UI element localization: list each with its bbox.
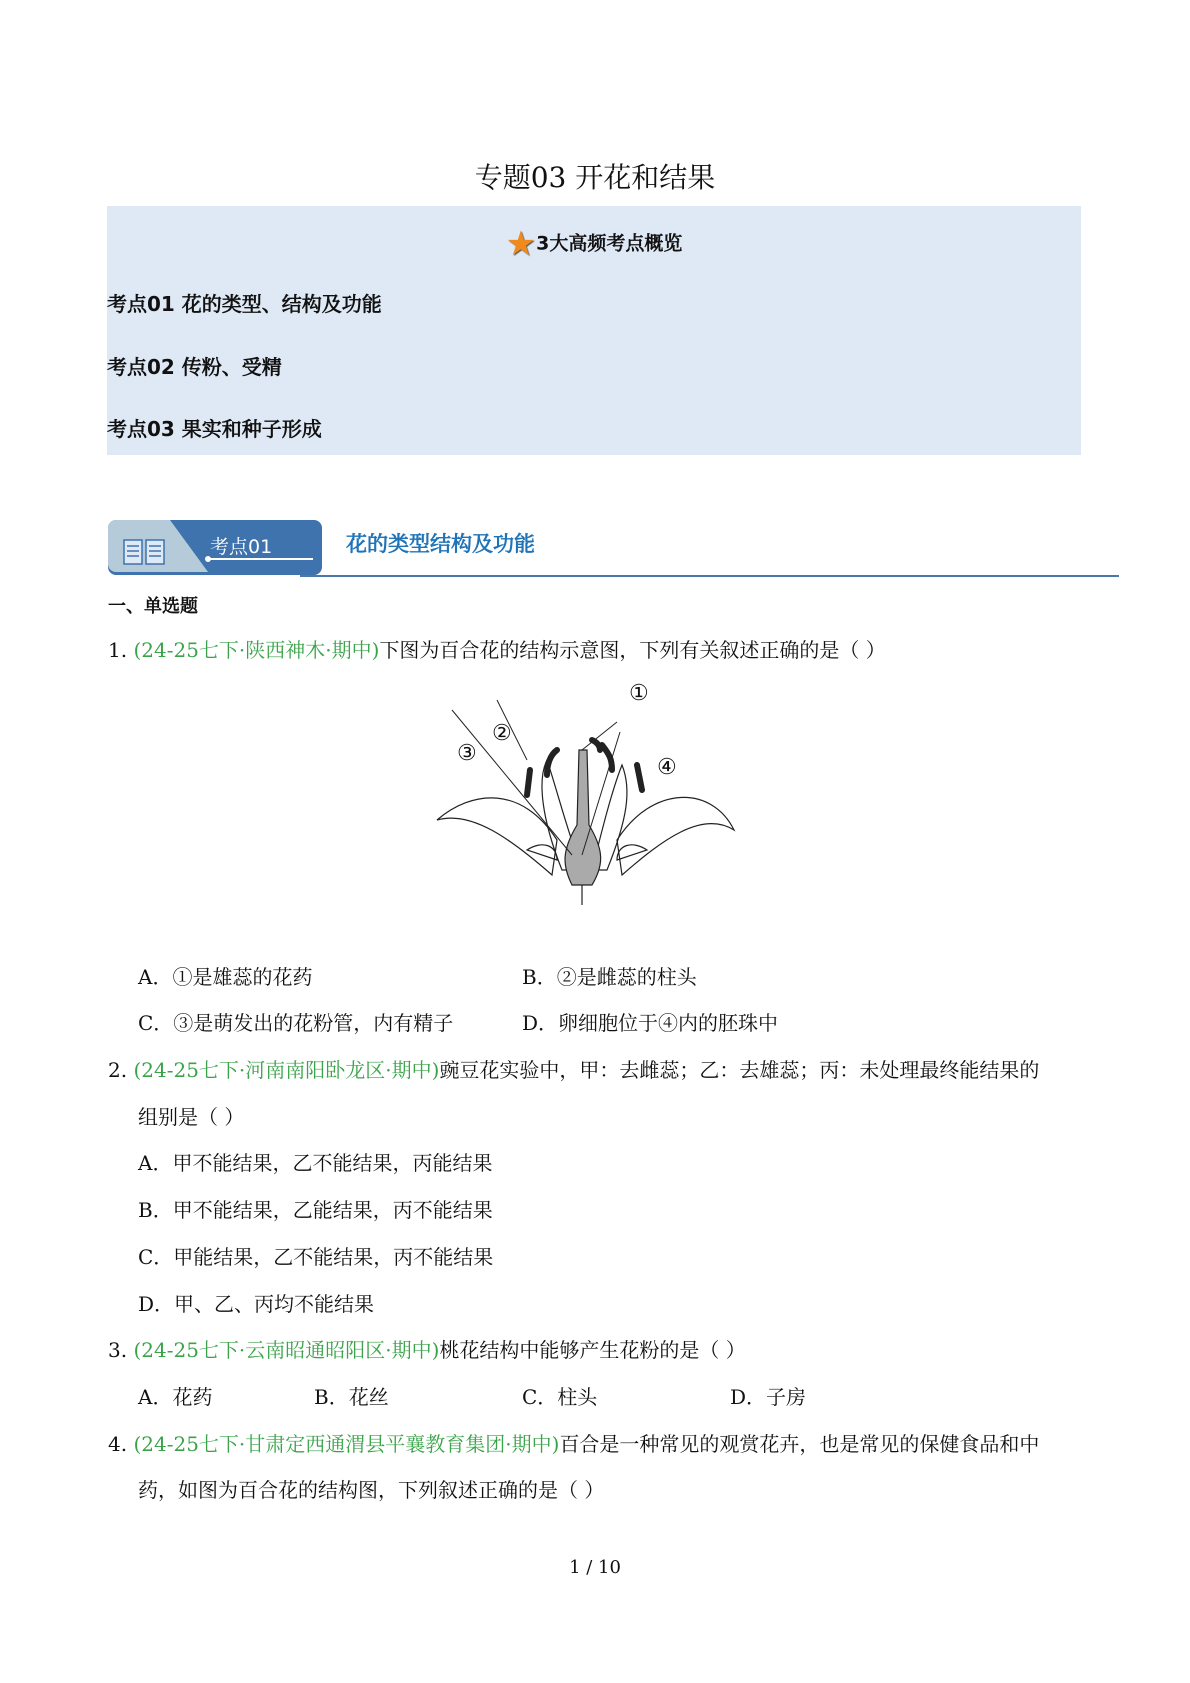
- option: C．甲能结果，乙不能结果，丙不能结果: [138, 1245, 494, 1269]
- overview-heading-text: 3大高频考点概览: [536, 232, 683, 255]
- question-text-cont: 药，如图为百合花的结构图，下列叙述正确的是（ ）: [138, 1478, 605, 1502]
- star-icon: ★: [505, 224, 537, 264]
- question-text: 下图为百合花的结构示意图，下列有关叙述正确的是（ ）: [379, 638, 886, 662]
- option: D．甲、乙、丙均不能结果: [138, 1292, 375, 1316]
- option: B．甲不能结果，乙能结果，丙不能结果: [138, 1198, 493, 1222]
- question-source: (24-25七下·河南南阳卧龙区·期中): [133, 1058, 440, 1082]
- option: D．子房: [730, 1385, 807, 1409]
- lily-flower-figure: [432, 681, 742, 905]
- option: D．卵细胞位于④内的胚珠中: [522, 1011, 779, 1035]
- lily-diagram: [432, 690, 742, 905]
- page-title: 专题03 开花和结果: [474, 161, 716, 194]
- question-3: [108, 1338, 746, 1362]
- question-source: (24-25七下·甘肃定西通渭县平襄教育集团·期中): [133, 1432, 560, 1456]
- figure-label-3: ③: [457, 741, 477, 766]
- option: C．③是萌发出的花粉管，内有精子: [138, 1011, 454, 1035]
- question-text-cont: 组别是（ ）: [138, 1105, 245, 1129]
- question-text: 百合是一种常见的观赏花卉，也是常见的保健食品和中: [559, 1432, 1040, 1456]
- question-2: [108, 1058, 1039, 1082]
- option: C．柱头: [522, 1385, 598, 1409]
- overview-box: [107, 206, 1081, 455]
- subheading: 一、单选题: [108, 596, 198, 617]
- question-text: 桃花结构中能够产生花粉的是（ ）: [439, 1338, 746, 1362]
- overview-item: 考点02 传粉、受精: [107, 355, 282, 379]
- question-number: 4.: [108, 1432, 128, 1456]
- overview-item: 考点01 花的类型、结构及功能: [107, 292, 382, 316]
- option: B．花丝: [314, 1385, 389, 1409]
- page-number: 1 / 10: [569, 1557, 621, 1578]
- question-4: [108, 1432, 1039, 1456]
- option: A．甲不能结果，乙不能结果，丙能结果: [138, 1151, 493, 1175]
- question-text: 豌豆花实验中，甲：去雌蕊；乙：去雄蕊；丙：未处理最终能结果的: [439, 1058, 1040, 1082]
- overview-item: 考点03 果实和种子形成: [107, 417, 322, 441]
- option: A．花药: [138, 1385, 213, 1409]
- overview-heading: [107, 224, 1081, 264]
- section-banner: [108, 520, 322, 575]
- figure-label-2: ②: [492, 721, 512, 746]
- section-divider: [300, 575, 1119, 577]
- figure-label-4: ④: [657, 755, 677, 780]
- question-number: 1.: [108, 638, 128, 662]
- question-number: 2.: [108, 1058, 128, 1082]
- question-1: [108, 638, 886, 662]
- section-title: 花的类型结构及功能: [346, 532, 535, 556]
- question-number: 3.: [108, 1338, 128, 1362]
- figure-label-1: ①: [629, 681, 649, 706]
- question-source: (24-25七下·陕西神木·期中): [133, 638, 380, 662]
- banner-badge: 考点01: [210, 536, 273, 558]
- question-source: (24-25七下·云南昭通昭阳区·期中): [133, 1338, 440, 1362]
- option: A．①是雄蕊的花药: [138, 965, 313, 989]
- option: B．②是雌蕊的柱头: [522, 965, 697, 989]
